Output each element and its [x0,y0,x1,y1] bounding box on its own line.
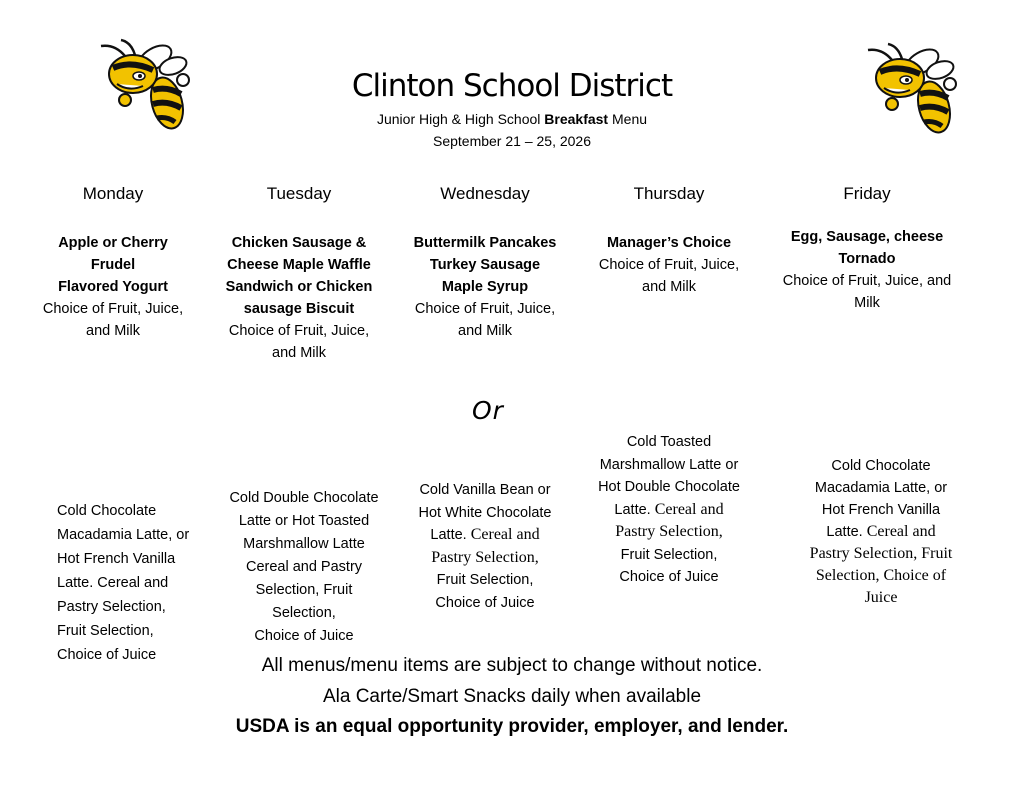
alternate-item-friday [786,455,976,609]
menu-line: Buttermilk Pancakes [413,235,557,251]
day-header-monday: Monday [82,184,144,203]
alternate-line: Marshmallow Latte [243,536,365,552]
alternate-item-wednesday [400,479,570,614]
menu-line: and Milk [458,323,512,339]
menu-item-monday [28,232,198,342]
alternate-line: Fruit Selection, [620,546,718,563]
menu-line: Turkey Sausage [429,257,541,273]
menu-line: Tornado [838,251,896,267]
menu-date-range: September 21 – 25, 2026 [432,133,591,149]
menu-line: Choice of Fruit, Juice, [228,323,370,339]
menu-subtitle [0,111,1024,127]
alternate-line: Hot French Vanilla [57,551,176,567]
alternate-line: Hot Double Chocolate [598,479,740,495]
alternate-line: Selection, [272,605,336,621]
alternate-text: Cereal and [866,523,936,540]
alternate-text: Latte. [826,524,867,540]
menu-item-wednesday [400,232,570,342]
day-header-thursday: Thursday [633,184,705,203]
subtitle-suffix: Menu [608,111,648,127]
alternate-line: Choice of Juice [619,569,719,585]
subtitle-meal: Breakfast [544,111,609,127]
alternate-text: Latte. [430,527,471,543]
alternate-line: Cold Chocolate [831,458,931,474]
menu-line: Choice of Fruit, Juice, [598,257,740,273]
alternate-line: Latte. Cereal and [57,575,169,591]
alternate-line: Latte or Hot Toasted [238,513,370,529]
subtitle-prefix: Junior High & High School [376,111,545,127]
menu-line: Cheese Maple Waffle [227,257,371,273]
alternate-line: Choice of Juice [57,647,157,663]
alternate-line: Macadamia Latte, or [814,480,948,496]
menu-line: and Milk [86,323,140,339]
alternate-line: Hot White Chocolate [418,504,552,521]
day-header-friday: Friday [843,184,891,203]
alternate-line: Pastry Selection, [57,599,166,615]
alternate-line: Pastry Selection, Fruit [809,545,953,562]
menu-line: and Milk [272,345,326,361]
alternate-line: Fruit Selection, [436,572,534,588]
alternate-line: Juice [864,589,898,606]
alternate-line: Marshmallow Latte or [599,456,739,473]
alternate-line: Selection, Choice of [815,567,947,584]
alternate-line [400,524,570,547]
menu-line: Choice of Fruit, Juice, [42,301,184,317]
alternate-item-thursday [584,431,754,589]
alternate-line [786,521,976,543]
menu-line: Apple or Cherry [58,235,168,251]
alternate-line: Choice of Juice [254,628,354,644]
menu-item-friday [772,226,962,314]
alternate-line: Pastry Selection, [615,523,723,540]
alternate-item-tuesday [214,487,394,648]
menu-line: Flavored Yogurt [58,279,168,295]
menu-line: Sandwich or Chicken [225,279,373,295]
footer-ala-carte: Ala Carte/Smart Snacks daily when available [322,686,702,707]
menu-line: Egg, Sausage, cheese [790,229,944,245]
alternate-line [584,499,754,522]
menu-line: Frudel [90,257,136,273]
day-header-tuesday: Tuesday [266,184,332,203]
or-divider: Or [472,396,504,425]
menu-line: Choice of Fruit, Juice, and [782,273,952,289]
footer-notice: All menus/menu items are subject to change without notice. [261,655,763,676]
alternate-line: Pastry Selection, [431,548,539,566]
menu-line: Milk [854,295,880,311]
menu-line: Chicken Sausage & [231,235,367,251]
alternate-item-monday [57,499,227,667]
alternate-line: Hot French Vanilla [821,502,941,518]
alternate-line: Cold Chocolate [57,503,157,519]
footer-usda-statement: USDA is an equal opportunity provider, employer, and lender. [235,716,789,737]
alternate-line: Macadamia Latte, or [57,527,190,543]
alternate-line: Cold Double Chocolate [229,490,379,506]
menu-line: Manager’s Choice [606,235,732,251]
menu-item-thursday [584,232,754,298]
alternate-text: Latte. [614,501,655,518]
alternate-line: Selection, Fruit [255,582,353,598]
alternate-line: Cold Toasted [626,434,712,450]
alternate-text: Cereal and [470,526,540,543]
alternate-text: Cereal and [654,500,724,518]
alternate-line: Fruit Selection, [57,623,154,639]
page-title: Clinton School District [351,68,673,104]
menu-line: Maple Syrup [441,279,529,295]
alternate-line: Choice of Juice [435,594,535,611]
alternate-line: Cereal and Pastry [245,559,363,575]
menu-line: and Milk [642,279,696,295]
menu-item-tuesday [214,232,384,364]
day-header-wednesday: Wednesday [440,184,530,203]
menu-line: sausage Biscuit [243,301,355,317]
menu-line: Choice of Fruit, Juice, [414,301,556,317]
alternate-line: Cold Vanilla Bean or [419,482,551,498]
